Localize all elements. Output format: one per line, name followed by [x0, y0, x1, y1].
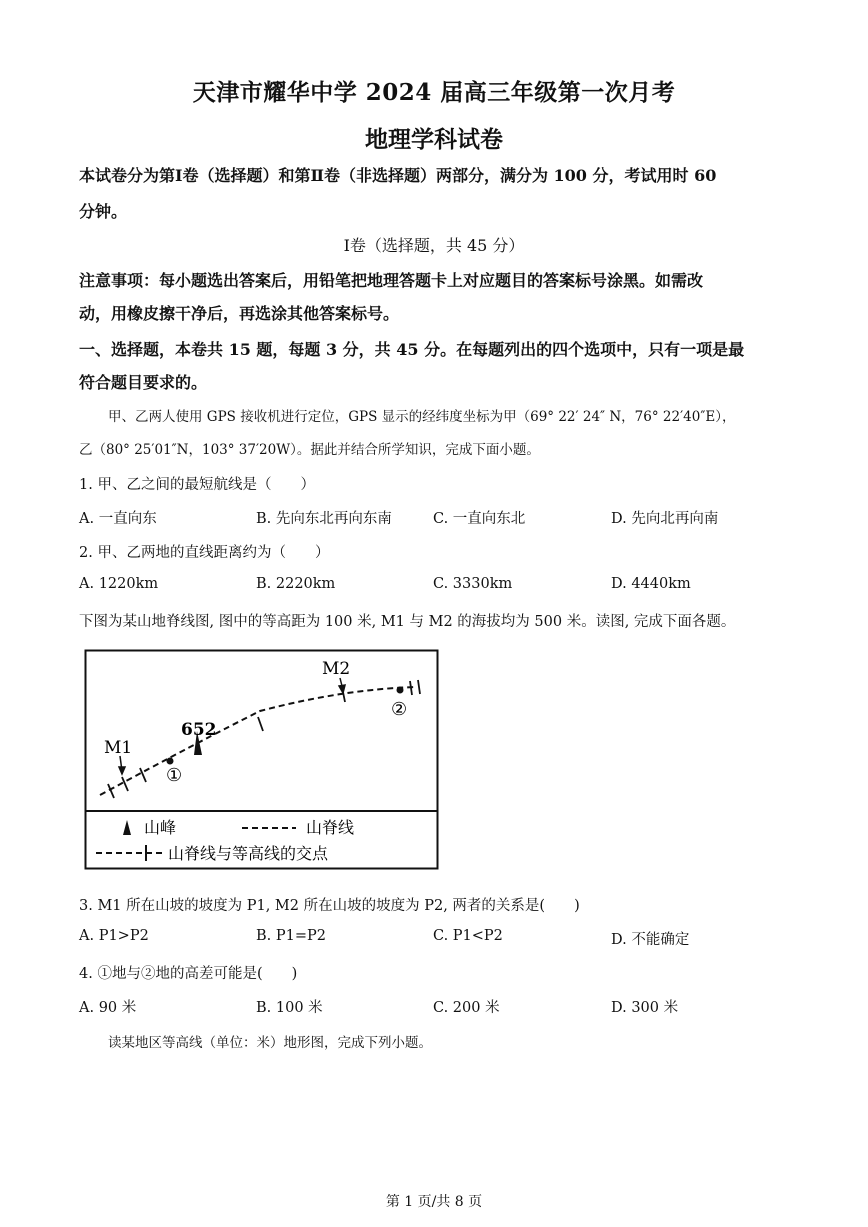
question-3-option-b: B. P1=P2 — [256, 928, 326, 944]
page-footer: 第 1 页/共 8 页 — [385, 1194, 483, 1210]
question-2-option-c: C. 3330km — [433, 576, 513, 592]
question-1-option-b: B. 先向东北再向东南 — [256, 511, 392, 527]
legend-peak-label: 山峰 — [144, 818, 177, 837]
diagram-frame — [86, 651, 438, 869]
exam-title: 天津市耀华中学 2024 届高三年级第一次月考 — [192, 79, 676, 106]
label-m2: M2 — [322, 659, 351, 679]
intro-line-2: 分钟。 — [79, 202, 128, 221]
question-3-option-d: D. 不能确定 — [611, 932, 690, 948]
part1-line-1: 一、选择题，本卷共 15 题，每题 3 分，共 45 分。在每题列出的四个选项中，只有一项是最 — [79, 340, 745, 359]
question-2-option-a: A. 1220km — [79, 576, 159, 592]
question-1-option-a: A. 一直向东 — [79, 511, 157, 527]
question-4-option-d: D. 300 米 — [611, 1000, 679, 1016]
material2: 下图为某山地脊线图, 图中的等高距为 100 米, M1 与 M2 的海拔均为 500 米。读图, 完成下面各题。 — [79, 614, 736, 630]
exam-subject: 地理学科试卷 — [365, 126, 503, 153]
legend-ridge-label: 山脊线 — [306, 818, 355, 837]
label-point-2: ② — [391, 699, 408, 720]
point-1-dot — [167, 758, 174, 765]
point-2-dot — [397, 687, 404, 694]
notice-line-2: 动，用橡皮擦干净后，再选涂其他答案标号。 — [79, 304, 400, 323]
intro-line-1: 本试卷分为第Ⅰ卷（选择题）和第Ⅱ卷（非选择题）两部分，满分为 100 分，考试用时 60 — [79, 166, 717, 185]
question-4-option-c: C. 200 米 — [433, 1000, 500, 1016]
material1-line-2: 乙（80° 25′01″N，103° 37′20W）。据此并结合所学知识，完成下面小题。 — [79, 442, 540, 458]
ridge-line-diagram — [84, 649, 440, 871]
part1-line-2: 符合题目要求的。 — [79, 373, 208, 392]
question-2-option-d: D. 4440km — [611, 576, 691, 592]
question-2-stem: 2. 甲、乙两地的直线距离约为（ ） — [79, 545, 330, 561]
question-4-option-a: A. 90 米 — [79, 1000, 137, 1016]
question-1-option-d: D. 先向北再向南 — [611, 511, 719, 527]
label-m1: M1 — [104, 738, 133, 758]
label-point-1: ① — [166, 765, 183, 786]
question-3-option-a: A. P1>P2 — [79, 928, 149, 944]
label-peak-elevation: 652 — [181, 720, 217, 740]
question-2-option-b: B. 2220km — [256, 576, 336, 592]
material3: 读某地区等高线（单位：米）地形图，完成下列小题。 — [108, 1035, 432, 1051]
question-3-option-c: C. P1<P2 — [433, 928, 503, 944]
material1-line-1: 甲、乙两人使用 GPS 接收机进行定位，GPS 显示的经纬度坐标为甲（69° 22′ 24″ N，76° 22′40″E）， — [108, 409, 736, 425]
question-4-option-b: B. 100 米 — [256, 1000, 323, 1016]
notice-line-1: 注意事项：每小题选出答案后，用铅笔把地理答题卡上对应题目的答案标号涂黑。如需改 — [79, 271, 704, 290]
section-heading: Ⅰ卷（选择题，共 45 分） — [343, 236, 525, 255]
question-1-stem: 1. 甲、乙之间的最短航线是（ ） — [79, 477, 315, 493]
question-1-option-c: C. 一直向东北 — [433, 511, 526, 527]
question-3-stem: 3. M1 所在山坡的坡度为 P1, M2 所在山坡的坡度为 P2, 两者的关系是( ) — [79, 898, 580, 914]
legend-intersection-label: 山脊线与等高线的交点 — [168, 844, 329, 863]
question-4-stem: 4. ①地与②地的高差可能是( ) — [79, 966, 298, 982]
